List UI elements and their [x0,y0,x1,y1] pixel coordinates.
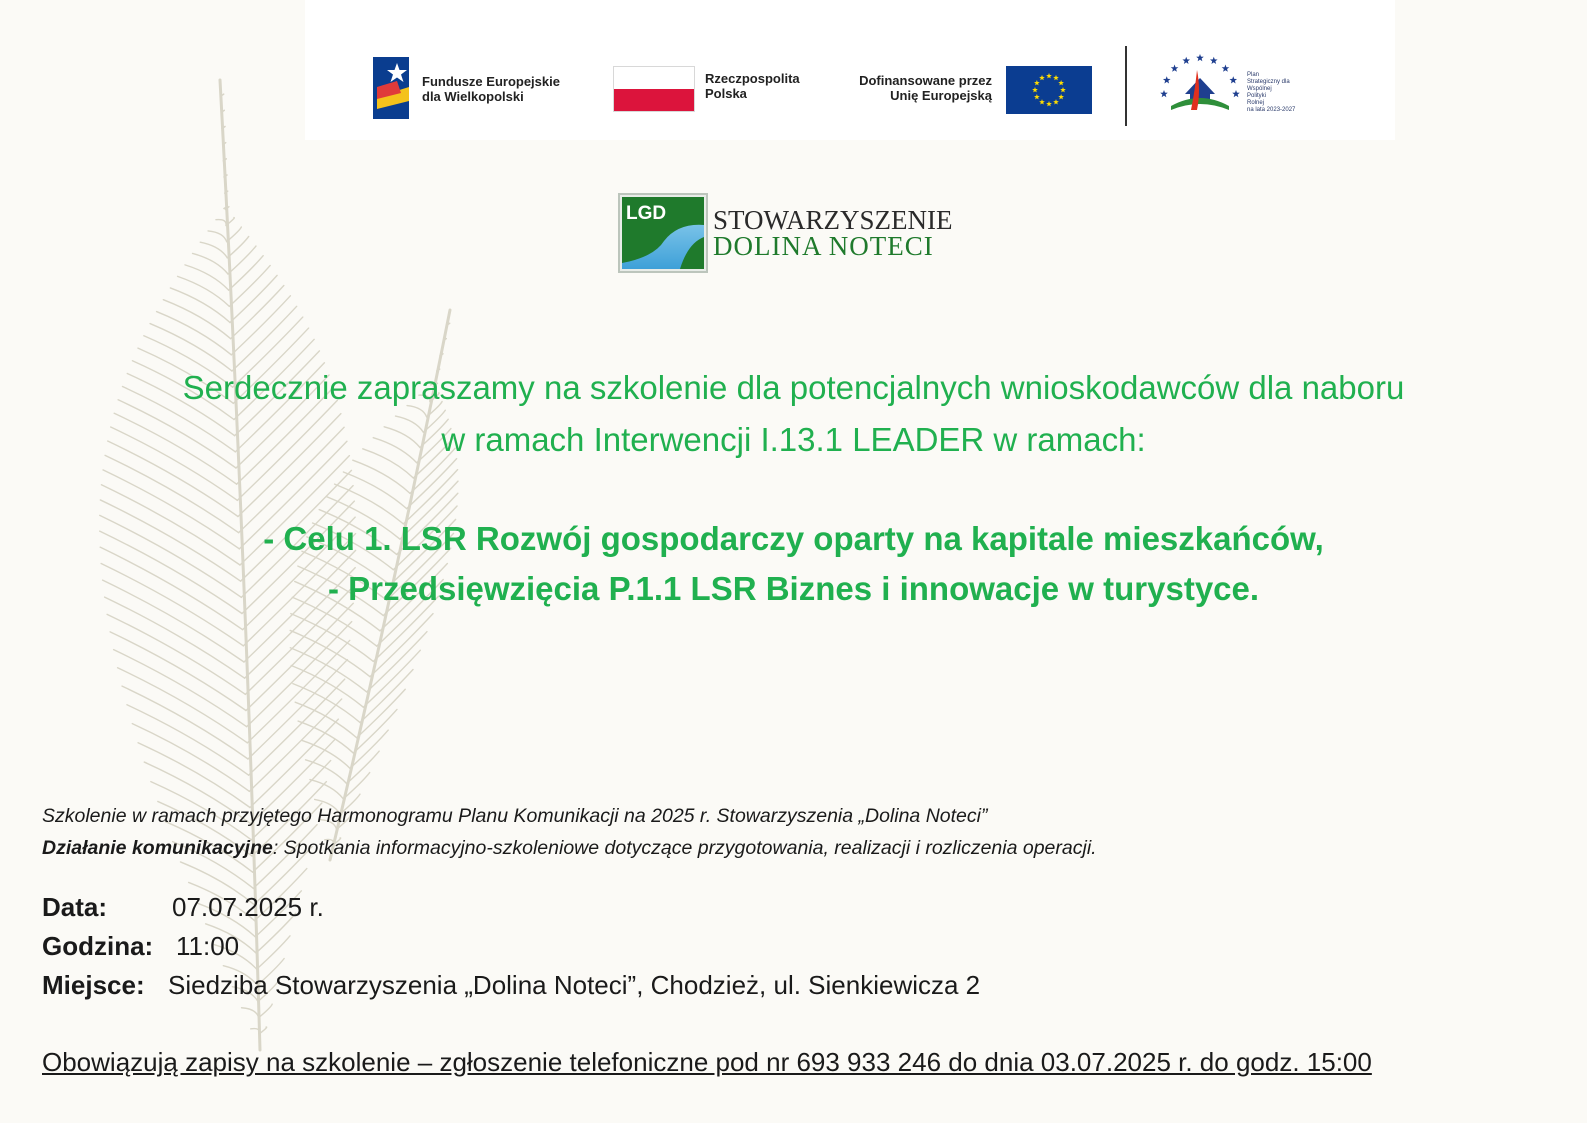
time-label: Godzina: [42,931,154,961]
place-label: Miejsce: [42,970,145,1000]
registration-notice: Obowiązują zapisy na szkolenie – zgłoszenie telefoniczne pod nr 693 933 246 do dnia 03.07.2025 r. do godz. 15:00 [42,1047,1372,1077]
ps-line4: Polityki [1247,93,1267,99]
invitation-text [0,362,1587,466]
lgd-badge-text: LGD [626,203,667,224]
rp-line2: Polska [705,86,747,101]
feather-large-barb [227,236,248,257]
feather-large-barb [247,640,349,742]
fe-line1: Fundusze Europejskie [422,74,560,89]
fe-line2: dla Wielkopolski [422,89,524,104]
feather-large-barb [157,312,232,355]
invitation-line2: w ramach Interwencji I.13.1 LEADER w ramach: [441,421,1146,458]
feather-small-barb [310,780,343,799]
lgd-emblem-icon [618,193,710,273]
feather-large-barb [229,256,263,290]
invitation-line1: Serdecznie zapraszamy na szkolenie dla potencjalnych wnioskodawców dla naboru [182,369,1405,406]
fe-star-icon [373,57,413,119]
emblem-star-icon [1232,90,1240,97]
invitation-goals [0,514,1587,614]
goal-1: - Celu 1. LSR Rozwój gospodarczy oparty na kapitale mieszkańców, [263,520,1324,557]
ps-line2: Strategiczny dla [1247,79,1290,85]
feather-large-barb [178,276,230,306]
rp-line1: Rzeczpospolita [705,71,800,86]
eu-cofunded-logo [830,66,1100,116]
emblem-star-icon [1196,54,1204,61]
logo-divider [1125,46,1127,126]
emblem-star-icon [1229,76,1237,83]
emblem-star-icon [1222,65,1230,72]
lgd-name-line1: STOWARZYSZENIE [713,205,953,235]
time-row [42,927,980,966]
lgd-dolina-noteci-logo [618,193,978,273]
date-row [42,888,980,927]
feather-large-barb [114,650,247,727]
action-text: : Spotkania informacyjno-szkoleniowe dotyczące przygotowania, realizacji i rozliczenia operacji. [272,837,1097,859]
ps-line1: Plan [1247,72,1260,78]
feather-large-barb [231,296,290,355]
feather-large-barb [228,246,256,274]
ps-line3: Wspólnej [1247,86,1272,92]
note-line1: Szkolenie w ramach przyjętego Harmonogramu Planu Komunikacji na 2025 r. Stowarzyszenia „Dolina Noteci” [42,805,988,827]
place-row [42,966,980,1005]
date-value: 07.07.2025 r. [172,892,324,922]
funding-logo-strip [305,0,1395,140]
emblem-star-icon [1160,90,1168,97]
eu-flag-icon [1006,66,1092,114]
action-label: Działanie komunikacyjne [42,837,273,859]
rzeczpospolita-polska-logo [613,66,833,112]
feather-large-barb [122,686,248,759]
emblem-star-icon [1171,65,1179,72]
emblem-star-icon [1182,57,1190,64]
feather-large-barb [118,668,248,743]
feather-large-barb [200,242,227,258]
eu-line2: Unię Europejską [890,88,992,103]
date-label: Data: [42,892,108,922]
feather-large-barb [216,220,226,226]
feather-large-barb [242,1008,259,1018]
feather-large-barb [229,265,270,306]
feather-large-barb [132,724,249,792]
feather-large-barb [138,743,250,808]
emblem-star-icon [1210,57,1218,64]
fundusze-europejskie-logo [373,57,613,119]
goal-2: - Przedsięwzięcia P.1.1 LSR Biznes i innowacje w turystyce. [327,570,1260,607]
emblem-star-icon [1163,76,1171,83]
feather-large-barb [193,253,228,274]
feather-large-barb [259,1004,273,1018]
place-value: Siedziba Stowarzyszenia „Dolina Noteci”, Chodzież, ul. Sienkiewicza 2 [168,970,981,1000]
note-line2 [42,832,1097,864]
plan-strategiczny-emblem-icon [1157,50,1243,120]
feather-large-barb [208,231,227,242]
event-details [42,888,980,1005]
lgd-name-line2: DOLINA NOTECI [713,231,934,261]
ps-line5: Rolnej [1247,100,1265,106]
time-value: 11:00 [176,931,240,961]
plan-strategiczny-logo [1157,50,1327,120]
communication-note [42,800,1097,864]
eu-line1: Dofinansowane przez [859,73,992,88]
feather-large-barb [247,622,352,727]
ps-line6: na lata 2023-2027 [1247,107,1296,113]
poland-flag-icon [613,66,695,112]
